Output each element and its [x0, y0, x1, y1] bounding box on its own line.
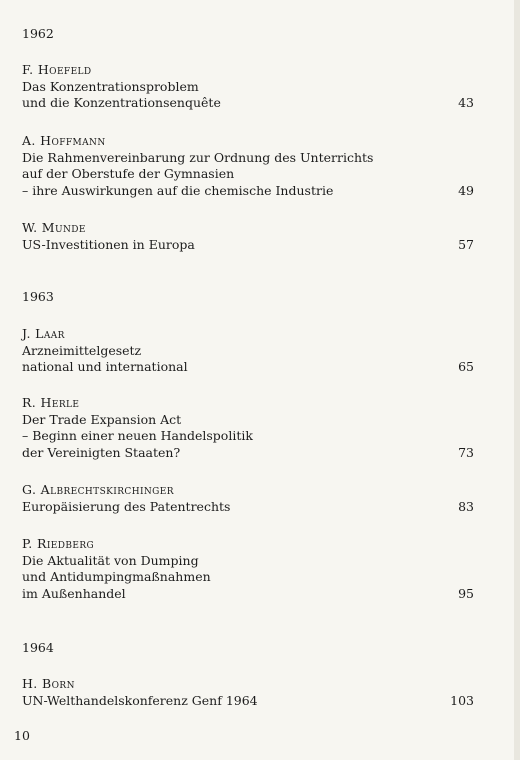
year-heading: 1964 — [22, 640, 54, 655]
entry-author: H. Born — [22, 676, 75, 691]
entry-author: R. Herle — [22, 395, 80, 410]
toc-entry — [22, 133, 478, 199]
entry-page-number: 95 — [458, 585, 474, 601]
entry-author: F. Hoefeld — [22, 62, 92, 77]
page-number: 10 — [14, 728, 30, 743]
entry-page-number: 57 — [458, 236, 474, 252]
entry-page-number: 43 — [458, 95, 474, 110]
entry-title-line: US-Investitionen in Europa — [22, 236, 195, 252]
entry-page-number: 103 — [450, 692, 474, 708]
entry-author: W. Munde — [22, 220, 86, 235]
entry-title-line: Der Trade Expansion Act — [22, 411, 182, 427]
toc-entry — [22, 676, 478, 709]
entry-title-line: und Antidumpingmaßnahmen — [22, 569, 211, 584]
entry-author: G. Albrechtskirchinger — [22, 482, 174, 497]
page-edge-divider — [514, 0, 520, 760]
entry-title-line: – Beginn einer neuen Handelspolitik — [22, 428, 253, 443]
entry-page-number: 73 — [458, 444, 474, 460]
entry-title-line: Die Aktualität von Dumping — [22, 552, 199, 568]
toc-entry — [22, 536, 478, 602]
entry-page-number: 83 — [458, 498, 474, 514]
entry-title-line: auf der Oberstufe der Gymnasien — [22, 166, 235, 181]
entry-title-line: Arzneimittelgesetz — [22, 342, 142, 358]
entry-author: A. Hoffmann — [22, 133, 106, 148]
entry-title-line: im Außenhandel — [22, 585, 126, 601]
toc-entry — [22, 326, 478, 376]
entry-title-line: der Vereinigten Staaten? — [22, 444, 181, 460]
entry-title-line: national und international — [22, 359, 188, 374]
toc-entry — [22, 62, 478, 112]
year-heading: 1962 — [22, 26, 54, 41]
entry-title-line: UN-Welthandelskonferenz Genf 1964 — [22, 692, 258, 708]
entry-page-number: 65 — [458, 359, 474, 374]
entry-title-line: Europäisierung des Patentrechts — [22, 498, 231, 514]
entry-title-line: Das Konzentrationsproblem — [22, 78, 199, 94]
entry-author: P. Riedberg — [22, 536, 95, 551]
entry-title-line: Die Rahmenvereinbarung zur Ordnung des Unterrichts — [22, 149, 374, 165]
entry-page-number: 49 — [458, 182, 474, 198]
toc-entry — [22, 395, 478, 461]
entry-title-line: und die Konzentrationsenquête — [22, 95, 221, 110]
entry-author: J. Laar — [22, 326, 65, 341]
toc-entry — [22, 482, 478, 515]
year-heading: 1963 — [22, 289, 54, 304]
toc-entry — [22, 220, 478, 253]
entry-title-line: – ihre Auswirkungen auf die chemische Industrie — [22, 182, 334, 198]
